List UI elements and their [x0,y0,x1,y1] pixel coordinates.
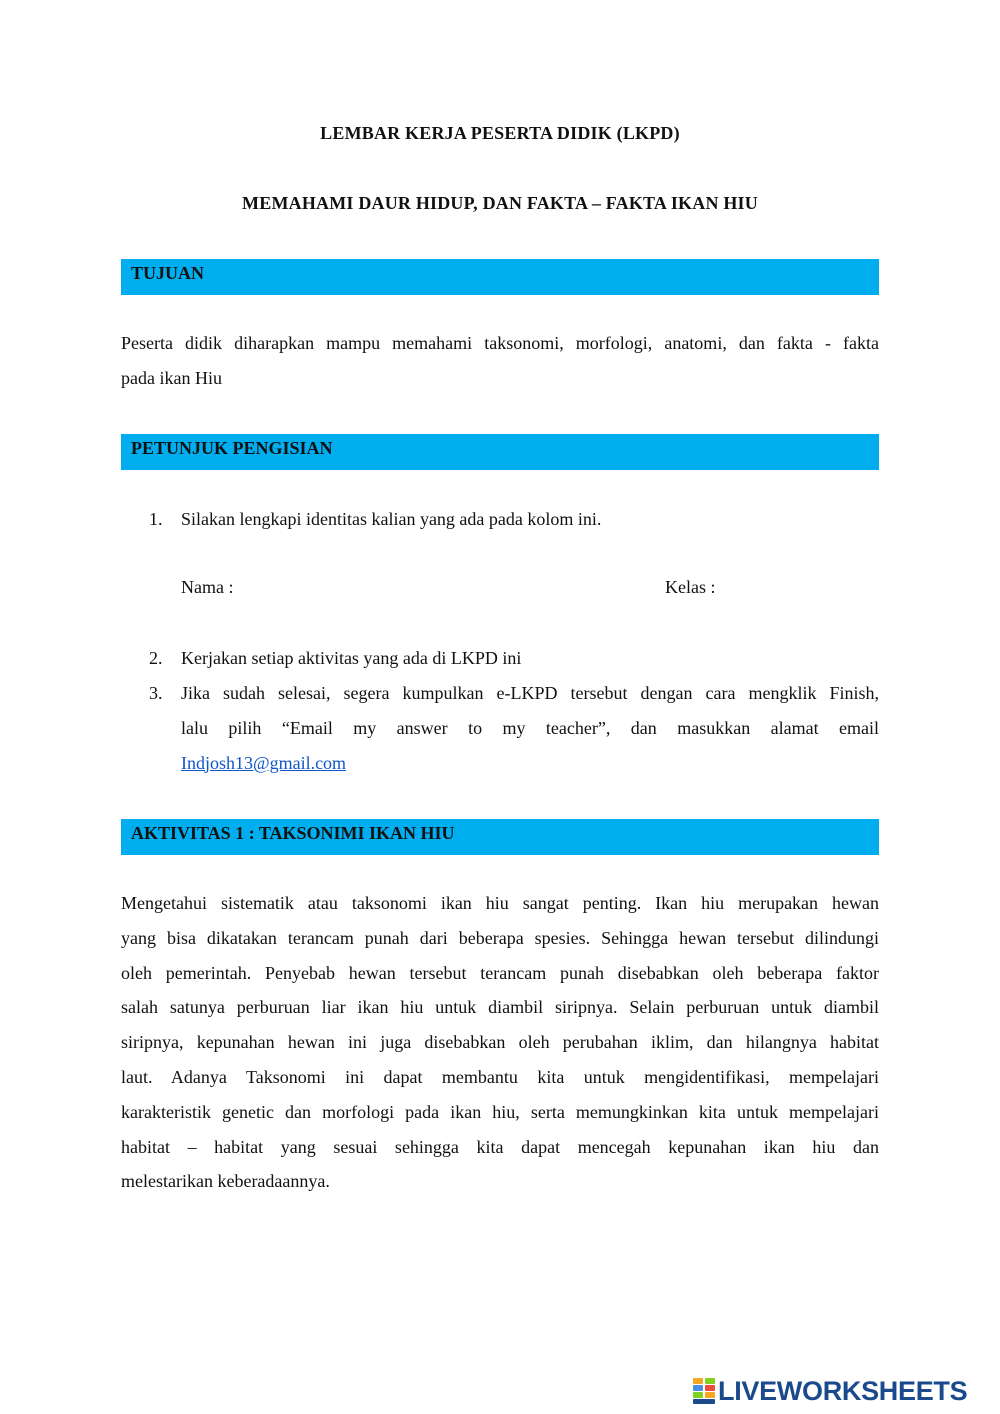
instruction-step-1 [121,502,879,537]
section-heading-tujuan [121,259,879,295]
paragraph-line: yang bisa dikatakan terancam punah dari beberapa spesies. Sehingga hewan tersebut dilindungi [121,927,879,948]
step-number: 3. [149,683,163,703]
step-line: Jika sudah selesai, segera kumpulkan e-LKPD tersebut dengan cara mengklik Finish, [181,683,879,703]
step-line: lalu pilih “Email my answer to my teacher”, dan masukkan alamat email [181,717,879,738]
nama-field-label: Nama : [181,577,234,597]
step-number: 1. [149,509,163,529]
paragraph-line: karakteristik genetic dan morfologi pada ikan hiu, serta memungkinkan kita untuk mempelajari [121,1101,879,1122]
paragraph-line: melestarikan keberadaannya. [121,1171,330,1192]
paragraph-line: pada ikan Hiu [121,367,222,388]
page-subtitle: MEMAHAMI DAUR HIDUP, DAN FAKTA – FAKTA IKAN HIU [242,193,758,213]
section-heading-label: TUJUAN [131,263,205,283]
step-text: Silakan lengkapi identitas kalian yang ada pada kolom ini. [181,509,602,529]
paragraph-line: habitat – habitat yang sesuai sehingga kita dapat mencegah kepunahan ikan hiu dan [121,1136,879,1157]
step-text [181,676,879,780]
instruction-step-2 [121,641,879,676]
aktivitas-1-paragraph [121,886,879,1199]
kelas-field-label: Kelas : [665,577,716,597]
section-heading-label: PETUNJUK PENGISIAN [131,438,333,458]
liveworksheets-logo [693,1375,968,1406]
page-title: LEMBAR KERJA PESERTA DIDIK (LKPD) [320,123,680,143]
section-heading-petunjuk [121,434,879,470]
tujuan-paragraph [121,326,879,396]
paragraph-line: oleh pemerintah. Penyebab hewan tersebut terancam punah disebabkan oleh beberapa faktor [121,962,879,983]
teacher-email-link[interactable]: Indjosh13@gmail.com [181,752,347,773]
instruction-step-3 [121,676,879,780]
paragraph-line: Peserta didik diharapkan mampu memahami taksonomi, morfologi, anatomi, dan fakta - fakta [121,333,879,353]
paragraph-line: Mengetahui sistematik atau taksonomi ikan hiu sangat penting. Ikan hiu merupakan hewan [121,893,879,913]
liveworksheets-logo-icon [693,1378,715,1404]
section-heading-label: AKTIVITAS 1 : TAKSONIMI IKAN HIU [131,823,455,843]
step-text: Kerjakan setiap aktivitas yang ada di LKPD ini [181,648,522,668]
paragraph-line: siripnya, kepunahan hewan ini juga disebabkan oleh perubahan iklim, dan hilangnya habitat [121,1032,879,1053]
step-number: 2. [149,648,163,668]
section-heading-aktivitas-1 [121,819,879,855]
paragraph-line: laut. Adanya Taksonomi ini dapat membantu kita untuk mengidentifikasi, mempelajari [121,1066,879,1087]
paragraph-line: salah satunya perburuan liar ikan hiu untuk diambil siripnya. Selain perburuan untuk diambil [121,997,879,1018]
liveworksheets-brand-text: LIVEWORKSHEETS [718,1375,968,1406]
